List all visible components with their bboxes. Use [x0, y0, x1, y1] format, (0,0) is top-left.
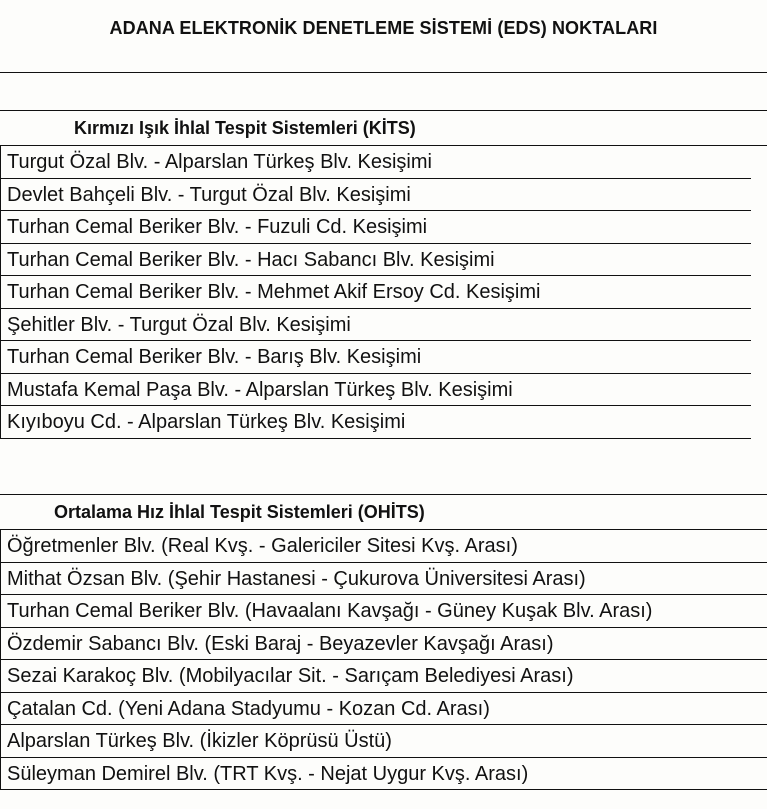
kits-section — [0, 110, 767, 439]
list-item: Özdemir Sabancı Blv. (Eski Baraj - Beyazevler Kavşağı Arası) — [1, 628, 767, 661]
divider — [0, 72, 767, 73]
list-item: Turgut Özal Blv. - Alparslan Türkeş Blv. Kesişimi — [1, 146, 751, 179]
list-item: Mithat Özsan Blv. (Şehir Hastanesi - Çukurova Üniversitesi Arası) — [1, 563, 767, 596]
list-item: Turhan Cemal Beriker Blv. (Havaalanı Kavşağı - Güney Kuşak Blv. Arası) — [1, 595, 767, 628]
list-item: Kıyıboyu Cd. - Alparslan Türkeş Blv. Kesişimi — [1, 406, 751, 439]
list-item: Devlet Bahçeli Blv. - Turgut Özal Blv. Kesişimi — [1, 179, 751, 212]
page-title: ADANA ELEKTRONİK DENETLEME SİSTEMİ (EDS) NOKTALARI — [109, 18, 658, 38]
ohits-heading: Ortalama Hız İhlal Tespit Sistemleri (OHİTS) — [0, 494, 767, 530]
list-item: Turhan Cemal Beriker Blv. - Hacı Sabancı Blv. Kesişimi — [1, 244, 751, 277]
list-item: Mustafa Kemal Paşa Blv. - Alparslan Türkeş Blv. Kesişimi — [1, 374, 751, 407]
list-item: Turhan Cemal Beriker Blv. - Mehmet Akif Ersoy Cd. Kesişimi — [1, 276, 751, 309]
list-item: Süleyman Demirel Blv. (TRT Kvş. - Nejat Uygur Kvş. Arası) — [1, 758, 767, 791]
kits-list — [0, 146, 751, 439]
list-item: Alparslan Türkeş Blv. (İkizler Köprüsü Üstü) — [1, 725, 767, 758]
kits-heading: Kırmızı Işık İhlal Tespit Sistemleri (KİTS) — [0, 110, 767, 146]
list-item: Öğretmenler Blv. (Real Kvş. - Galericiler Sitesi Kvş. Arası) — [1, 530, 767, 563]
ohits-list — [0, 530, 767, 790]
ohits-section — [0, 494, 767, 790]
list-item: Çatalan Cd. (Yeni Adana Stadyumu - Kozan Cd. Arası) — [1, 693, 767, 726]
list-item: Turhan Cemal Beriker Blv. - Barış Blv. Kesişimi — [1, 341, 751, 374]
list-item: Turhan Cemal Beriker Blv. - Fuzuli Cd. Kesişimi — [1, 211, 751, 244]
list-item: Sezai Karakoç Blv. (Mobilyacılar Sit. - Sarıçam Belediyesi Arası) — [1, 660, 767, 693]
list-item: Şehitler Blv. - Turgut Özal Blv. Kesişimi — [1, 309, 751, 342]
